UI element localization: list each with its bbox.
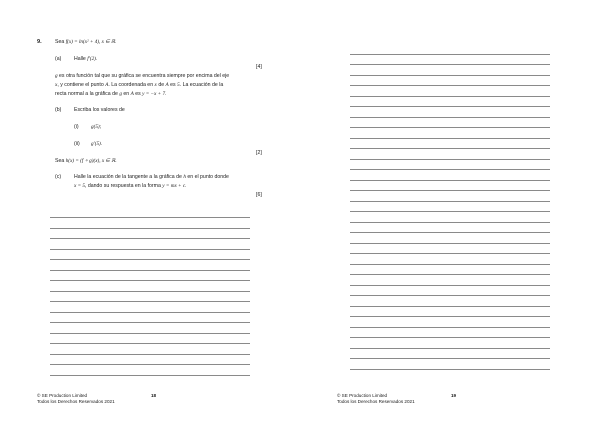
part-a-text: Halle f′(2). bbox=[74, 56, 98, 62]
answer-line bbox=[50, 312, 250, 313]
answer-line bbox=[50, 343, 250, 344]
answer-line bbox=[350, 201, 550, 202]
answer-line bbox=[350, 274, 550, 275]
answer-line bbox=[350, 106, 550, 107]
question-number: 9. bbox=[37, 39, 42, 45]
paragraph-line-3: recta normal a la gráfica de g en A es y = −x + 7. bbox=[55, 91, 167, 97]
answer-line bbox=[50, 280, 250, 281]
answer-line bbox=[50, 228, 250, 229]
answer-line bbox=[50, 301, 250, 302]
answer-line bbox=[350, 96, 550, 97]
part-c-label: (c) bbox=[55, 174, 62, 180]
part-b-ii-expression: g′(5). bbox=[91, 141, 103, 147]
answer-line bbox=[350, 211, 550, 212]
answer-line bbox=[350, 358, 550, 359]
answer-line bbox=[350, 337, 550, 338]
marks-c: [6] bbox=[256, 192, 262, 198]
answer-line bbox=[350, 127, 550, 128]
part-a-label: (a) bbox=[55, 56, 62, 62]
paragraph-line-1: g es otra función tal que su gráfica se encuentra siempre por encima del eje bbox=[55, 73, 230, 79]
answer-line bbox=[350, 138, 550, 139]
part-b-text: Escriba los valores de bbox=[74, 107, 125, 113]
page-number: 19 bbox=[451, 393, 457, 398]
answer-line bbox=[350, 190, 550, 191]
answer-line bbox=[50, 291, 250, 292]
answer-line bbox=[350, 85, 550, 86]
answer-line bbox=[350, 327, 550, 328]
part-b-label: (b) bbox=[55, 107, 62, 113]
answer-line bbox=[350, 180, 550, 181]
answer-line bbox=[50, 364, 250, 365]
answer-line bbox=[350, 232, 550, 233]
answer-line bbox=[350, 117, 550, 118]
answer-line bbox=[350, 285, 550, 286]
part-b-i-expression: g(5); bbox=[91, 124, 102, 130]
part-b-ii-label: (ii) bbox=[74, 141, 80, 147]
right-page bbox=[300, 0, 600, 424]
paragraph-line-2: x, y contiene el punto A. La coordenada en x de A es 5. La ecuación de la bbox=[55, 82, 224, 88]
answer-line bbox=[50, 322, 250, 323]
answer-line bbox=[350, 169, 550, 170]
page-number: 18 bbox=[151, 393, 157, 398]
answer-line bbox=[50, 270, 250, 271]
answer-line bbox=[350, 243, 550, 244]
answer-line bbox=[350, 264, 550, 265]
answer-line bbox=[350, 159, 550, 160]
part-c-line-2: x = 5, dando su respuesta en la forma y = mx + c. bbox=[74, 183, 187, 189]
answer-line bbox=[350, 75, 550, 76]
footer-copyright: © SE Production Limited bbox=[37, 393, 88, 398]
answer-line bbox=[50, 249, 250, 250]
answer-line bbox=[350, 316, 550, 317]
answer-line bbox=[350, 222, 550, 223]
composite-definition: Sea h(x) = (f ∘ g)(x), x ∈ ℝ. bbox=[55, 158, 117, 164]
marks-a: [4] bbox=[256, 64, 262, 70]
answer-line bbox=[50, 259, 250, 260]
answer-line bbox=[350, 64, 550, 65]
answer-line bbox=[50, 238, 250, 239]
footer-copyright: © SE Production Limited bbox=[337, 393, 388, 398]
answer-line bbox=[350, 369, 550, 370]
part-b-i-label: (i) bbox=[74, 124, 79, 130]
answer-line bbox=[350, 54, 550, 55]
marks-b: [2] bbox=[256, 150, 262, 156]
answer-line bbox=[350, 148, 550, 149]
answer-line bbox=[350, 253, 550, 254]
answer-line bbox=[50, 333, 250, 334]
function-definition: Sea f(x) = ln(x² + 4), x ∈ ℝ. bbox=[55, 39, 117, 45]
part-c-line-1: Halle la ecuación de la tangente a la gráfica de h en el punto donde bbox=[74, 174, 229, 180]
answer-line bbox=[50, 217, 250, 218]
answer-line bbox=[350, 306, 550, 307]
answer-line bbox=[50, 375, 250, 376]
answer-line bbox=[50, 354, 250, 355]
footer-rights: Todos los Derechos Reservados 2021 bbox=[337, 399, 415, 404]
answer-line bbox=[350, 295, 550, 296]
answer-line bbox=[350, 348, 550, 349]
footer-rights: Todos los Derechos Reservados 2021 bbox=[37, 399, 115, 404]
